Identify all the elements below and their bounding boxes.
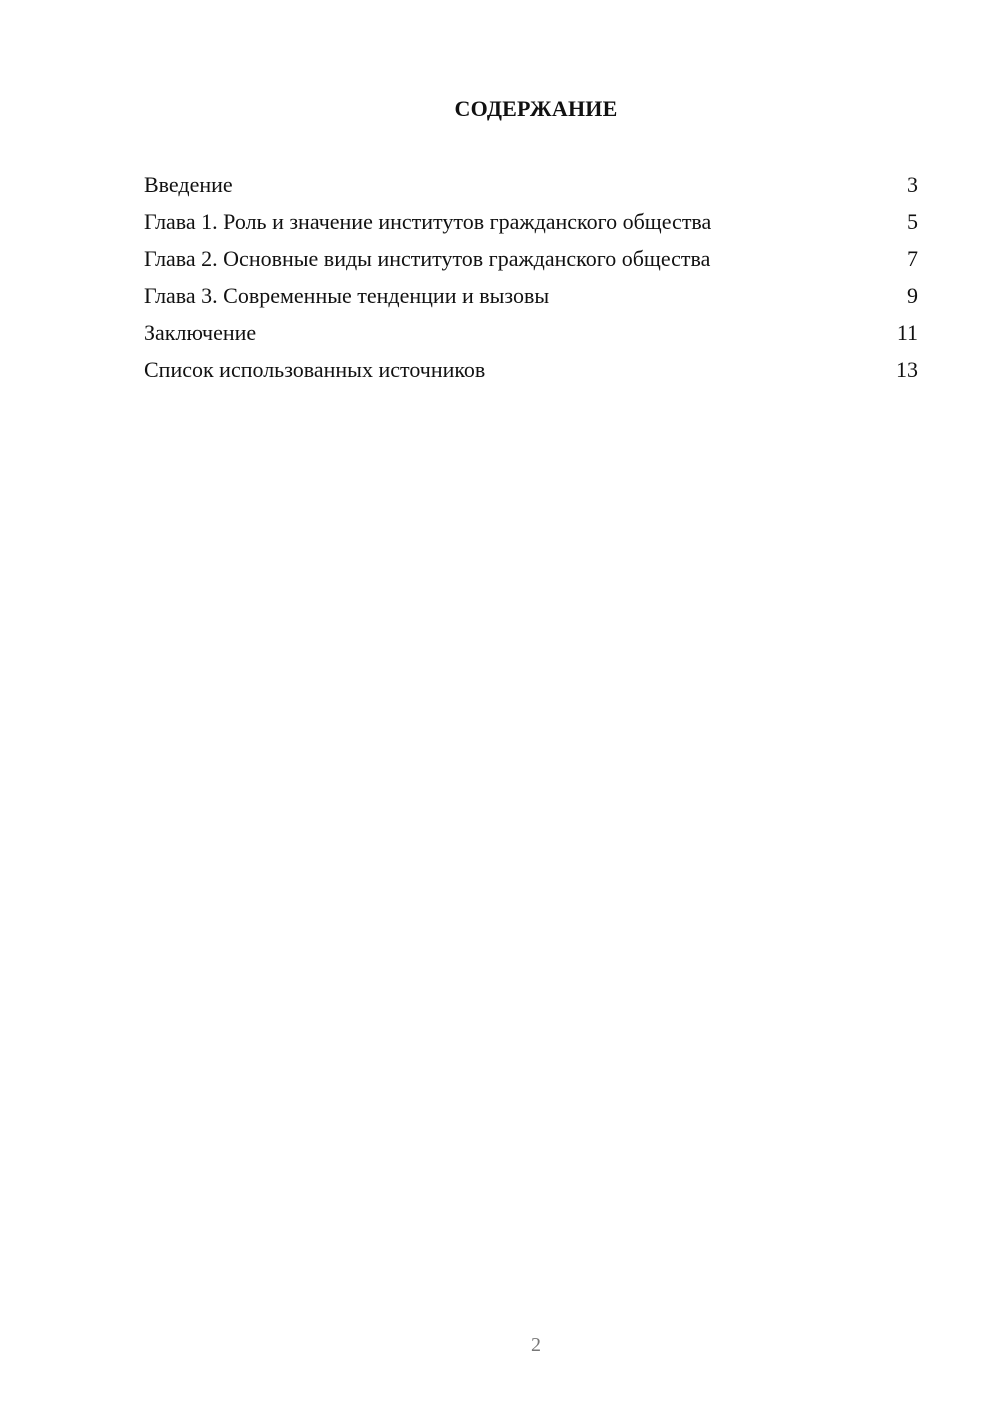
toc-item-label: Заключение xyxy=(144,320,257,345)
toc-item-page: 9 xyxy=(907,283,918,308)
toc-title: СОДЕРЖАНИЕ xyxy=(454,96,618,121)
toc-item-page: 7 xyxy=(907,246,918,271)
toc-item-page: 13 xyxy=(896,357,918,382)
toc-item-label: Введение xyxy=(144,172,233,197)
toc-item-chapter-3[interactable] xyxy=(144,281,918,318)
page-number: 2 xyxy=(531,1334,541,1356)
toc-item-page: 5 xyxy=(907,209,918,234)
toc-item-introduction[interactable] xyxy=(144,170,918,207)
toc-item-label: Глава 2. Основные виды институтов гражданского общества xyxy=(144,246,711,271)
toc-item-label: Глава 1. Роль и значение институтов гражданского общества xyxy=(144,209,712,234)
toc-item-chapter-1[interactable] xyxy=(144,207,918,244)
toc-item-label: Список использованных источников xyxy=(144,357,486,382)
toc-item-page: 3 xyxy=(907,172,918,197)
toc-item-page: 11 xyxy=(896,320,918,345)
toc-item-conclusion[interactable] xyxy=(144,318,918,355)
toc-item-references[interactable] xyxy=(144,355,918,392)
toc-item-chapter-2[interactable] xyxy=(144,244,918,281)
toc-list xyxy=(144,170,918,392)
toc-item-label: Глава 3. Современные тенденции и вызовы xyxy=(144,283,550,308)
